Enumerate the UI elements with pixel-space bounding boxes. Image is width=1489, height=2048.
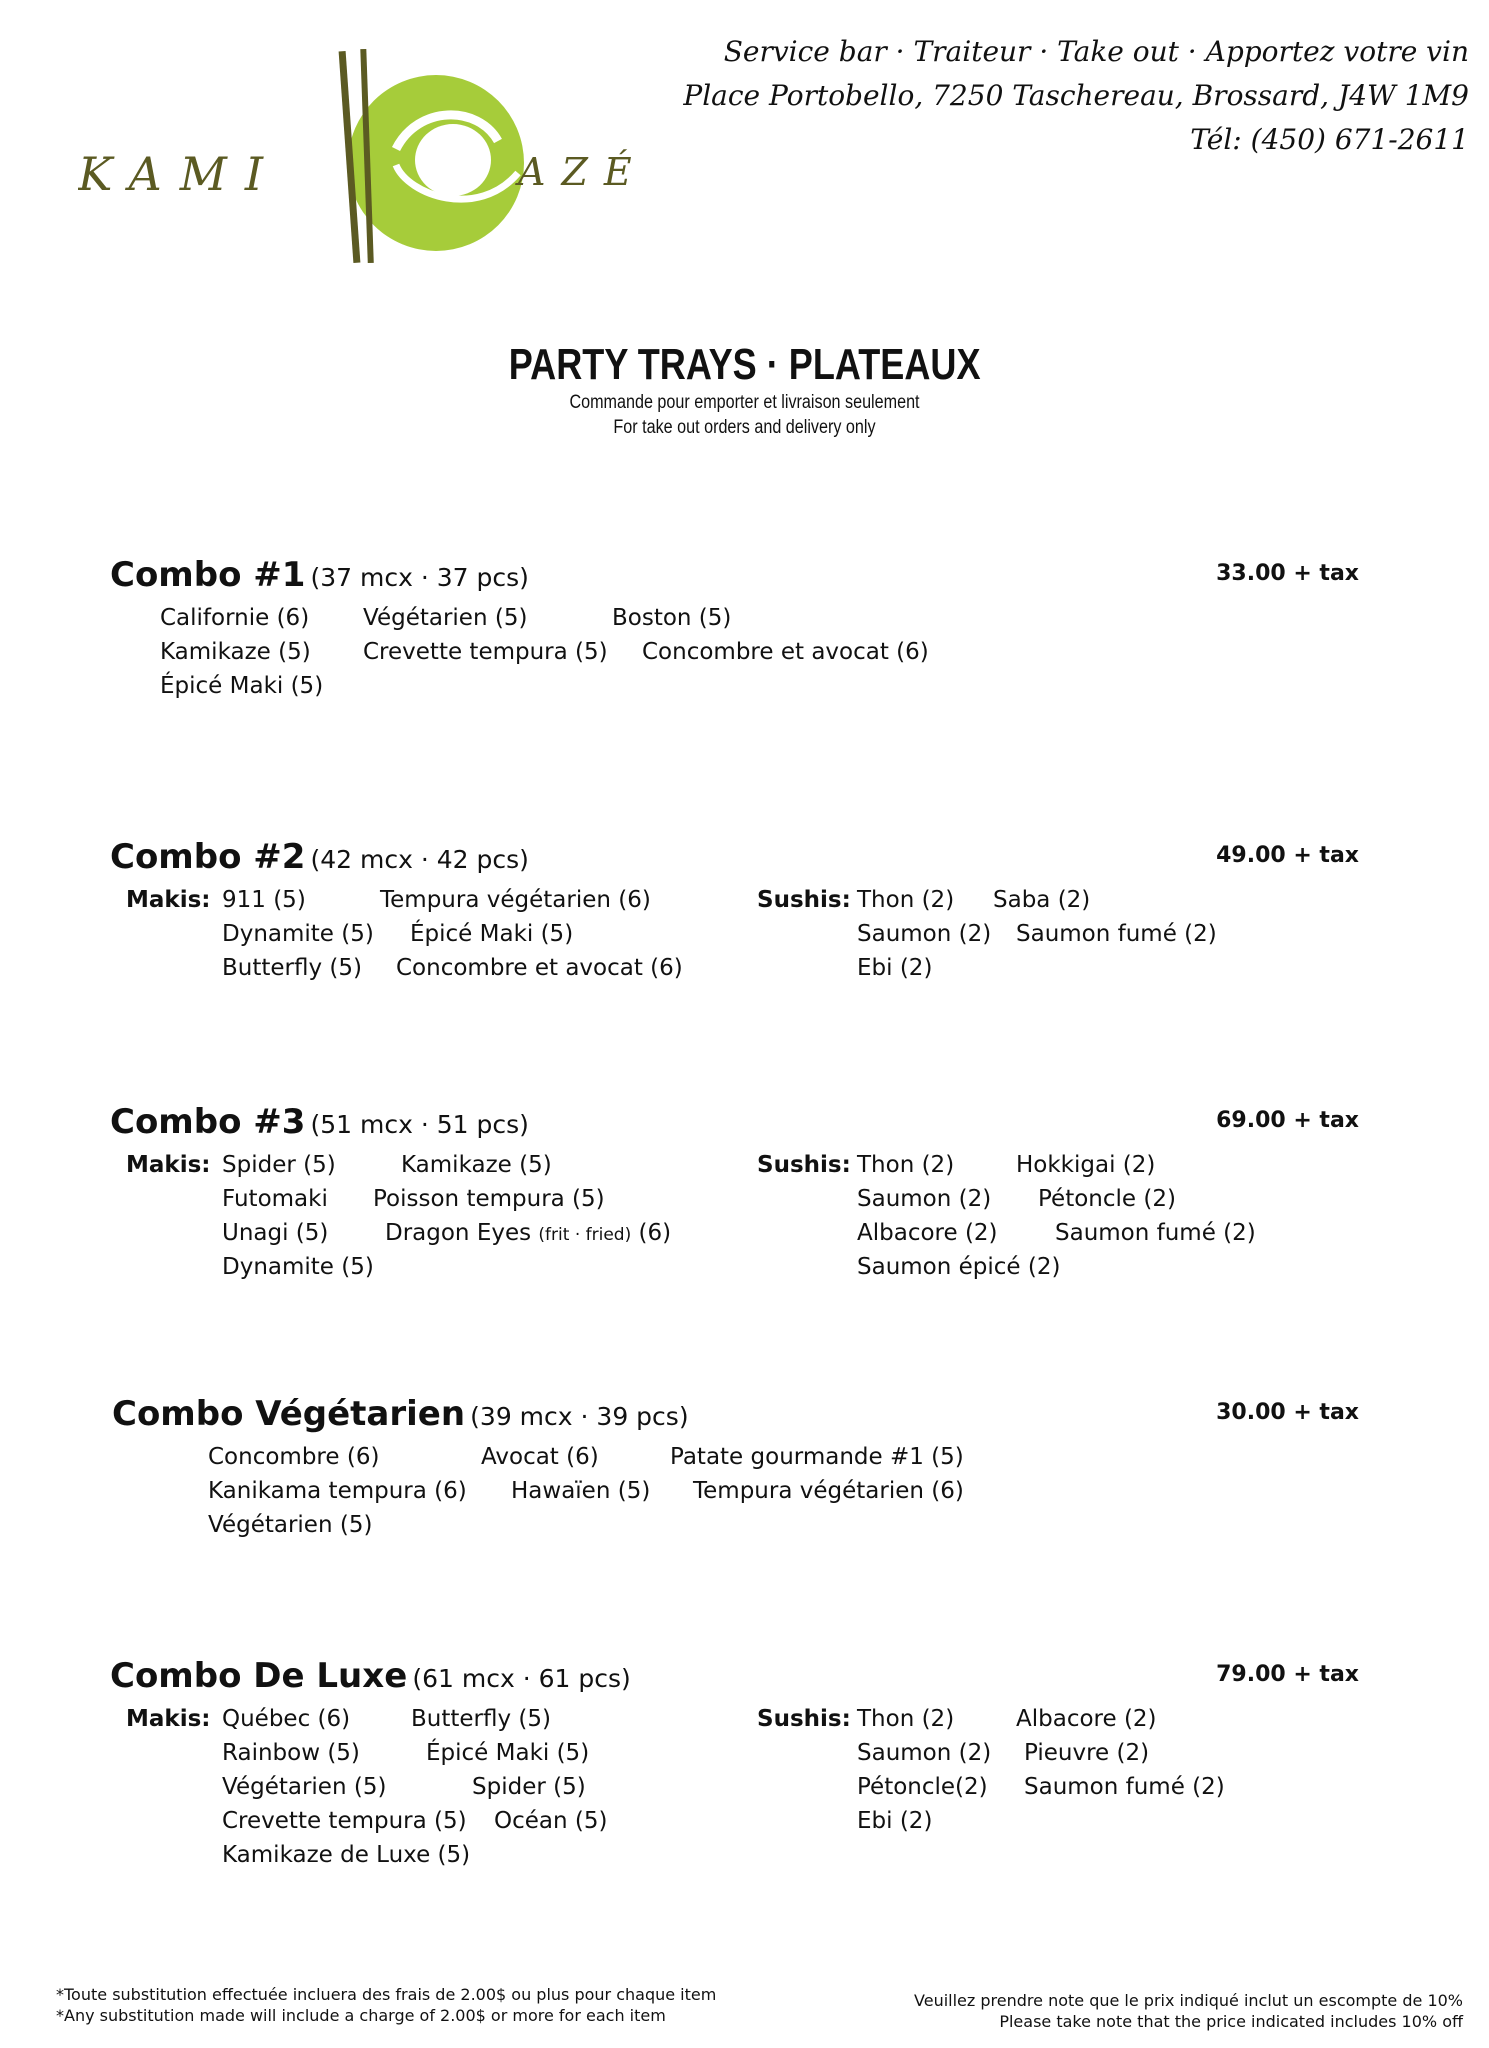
list-item: Épicé Maki (5) <box>160 673 324 699</box>
logo-text-right: AZÉ <box>518 150 648 194</box>
combo-title <box>110 1102 529 1142</box>
list-item: Végétarien (5) <box>208 1512 373 1538</box>
combo-price: 49.00 + tax <box>1216 843 1359 868</box>
list-item: Végétarien (5) <box>363 605 528 631</box>
list-item: Concombre et avocat (6) <box>642 639 929 665</box>
list-item: Concombre (6) <box>208 1444 380 1470</box>
restaurant-info <box>683 30 1469 162</box>
list-item: Tempura végétarien (6) <box>693 1478 964 1504</box>
list-item: Unagi (5) <box>222 1220 329 1246</box>
list-item: Thon (2) <box>857 887 955 913</box>
list-item: Patate gourmande #1 (5) <box>670 1444 964 1470</box>
list-item: Kanikama tempura (6) <box>208 1478 467 1504</box>
kamikaze-logo <box>78 45 698 275</box>
dragon-eyes-label: Dragon Eyes <box>385 1220 532 1246</box>
page-title: PARTY TRAYS · PLATEAUX <box>508 340 981 389</box>
combo-count: (37 mcx · 37 pcs) <box>310 563 529 592</box>
list-item: Saumon fumé (2) <box>1055 1220 1256 1246</box>
combo-price: 79.00 + tax <box>1216 1662 1359 1687</box>
list-item: Futomaki <box>222 1186 328 1212</box>
list-item: Tempura végétarien (6) <box>380 887 651 913</box>
list-item: Océan (5) <box>494 1808 608 1834</box>
list-item: Avocat (6) <box>481 1444 599 1470</box>
list-item: Hokkigai (2) <box>1016 1152 1156 1178</box>
list-item: Saumon (2) <box>857 921 992 947</box>
list-item: Kamikaze (5) <box>401 1152 552 1178</box>
list-item: Dynamite (5) <box>222 921 374 947</box>
list-item: Hawaïen (5) <box>511 1478 651 1504</box>
combo-title <box>112 1394 689 1434</box>
list-item: Saba (2) <box>993 887 1091 913</box>
list-item: Épicé Maki (5) <box>426 1740 590 1766</box>
kamikaze-logo-graphic <box>78 45 698 275</box>
list-item: Thon (2) <box>857 1706 955 1732</box>
combo-name: Combo #3 <box>110 1102 306 1142</box>
makis-label: Makis: <box>126 1152 211 1178</box>
list-item: Thon (2) <box>857 1152 955 1178</box>
phone-line: Tél: (450) 671-2611 <box>1190 123 1469 156</box>
combo-price: 33.00 + tax <box>1216 561 1359 586</box>
list-item: Pétoncle(2) <box>857 1774 988 1800</box>
list-item: Dynamite (5) <box>222 1254 374 1280</box>
list-item: Québec (6) <box>222 1706 351 1732</box>
combo-name: Combo Végétarien <box>112 1394 466 1434</box>
sushis-label: Sushis: <box>757 887 851 913</box>
sushis-label: Sushis: <box>757 1706 851 1732</box>
list-item: Ebi (2) <box>857 1808 933 1834</box>
subtitle-fr: Commande pour emporter et livraison seulement <box>569 392 920 413</box>
list-item: Ebi (2) <box>857 955 933 981</box>
list-item: Boston (5) <box>612 605 732 631</box>
makis-label: Makis: <box>126 887 211 913</box>
combo-count: (61 mcx · 61 pcs) <box>412 1664 631 1693</box>
list-item: Butterfly (5) <box>411 1706 551 1732</box>
logo-inner-circle <box>415 124 491 196</box>
combo-name: Combo #2 <box>110 837 306 877</box>
list-item: Spider (5) <box>472 1774 586 1800</box>
combo-title <box>110 555 529 595</box>
list-item: Albacore (2) <box>1016 1706 1157 1732</box>
list-item: Saumon épicé (2) <box>857 1254 1061 1280</box>
substitution-note-fr: *Toute substitution effectuée incluera des frais de 2.00$ ou plus pour chaque item <box>56 1985 717 2004</box>
list-item: Albacore (2) <box>857 1220 998 1246</box>
discount-note-fr: Veuillez prendre note que le prix indiqué inclut un escompte de 10% <box>914 1991 1463 2010</box>
list-item: Pieuvre (2) <box>1024 1740 1150 1766</box>
combo-price: 30.00 + tax <box>1216 1400 1359 1425</box>
dragon-eyes-count: (6) <box>638 1220 672 1246</box>
list-item: Kamikaze de Luxe (5) <box>222 1842 471 1868</box>
discount-note-en: Please take note that the price indicated includes 10% off <box>999 2012 1463 2031</box>
services-line: Service bar · Traiteur · Take out · Apportez votre vin <box>723 35 1469 68</box>
list-item: Butterfly (5) <box>222 955 362 981</box>
combo-name: Combo De Luxe <box>110 1656 408 1696</box>
list-item: Pétoncle (2) <box>1038 1186 1176 1212</box>
substitution-note <box>56 1984 716 2026</box>
list-item: Rainbow (5) <box>222 1740 360 1766</box>
sushis-label: Sushis: <box>757 1152 851 1178</box>
list-item: Saumon (2) <box>857 1740 992 1766</box>
list-item: Kamikaze (5) <box>160 639 311 665</box>
list-item: 911 (5) <box>222 887 306 913</box>
address-line: Place Portobello, 7250 Taschereau, Brossard, J4W 1M9 <box>683 79 1469 112</box>
makis-label: Makis: <box>126 1706 211 1732</box>
combo-title <box>110 1656 631 1696</box>
title-block <box>0 340 1489 440</box>
list-item: Crevette tempura (5) <box>222 1808 467 1834</box>
list-item: Spider (5) <box>222 1152 336 1178</box>
list-item: Poisson tempura (5) <box>373 1186 605 1212</box>
dragon-eyes-note: (frit · fried) <box>538 1225 632 1245</box>
discount-note <box>914 1990 1463 2032</box>
list-item: Saumon (2) <box>857 1186 992 1212</box>
combo-price: 69.00 + tax <box>1216 1108 1359 1133</box>
list-item: Californie (6) <box>160 605 310 631</box>
combo-count: (39 mcx · 39 pcs) <box>470 1402 689 1431</box>
substitution-note-en: *Any substitution made will include a charge of 2.00$ or more for each item <box>56 2006 666 2025</box>
list-item <box>385 1220 671 1246</box>
list-item: Saumon fumé (2) <box>1016 921 1217 947</box>
subtitle-en: For take out orders and delivery only <box>613 417 876 438</box>
combo-name: Combo #1 <box>110 555 306 595</box>
combo-title <box>110 837 529 877</box>
list-item: Concombre et avocat (6) <box>396 955 683 981</box>
combo-count: (51 mcx · 51 pcs) <box>310 1110 529 1139</box>
list-item: Végétarien (5) <box>222 1774 387 1800</box>
logo-text-left: KAMI <box>78 147 281 201</box>
list-item: Crevette tempura (5) <box>363 639 608 665</box>
list-item: Saumon fumé (2) <box>1024 1774 1225 1800</box>
list-item: Épicé Maki (5) <box>410 921 574 947</box>
combo-count: (42 mcx · 42 pcs) <box>310 845 529 874</box>
